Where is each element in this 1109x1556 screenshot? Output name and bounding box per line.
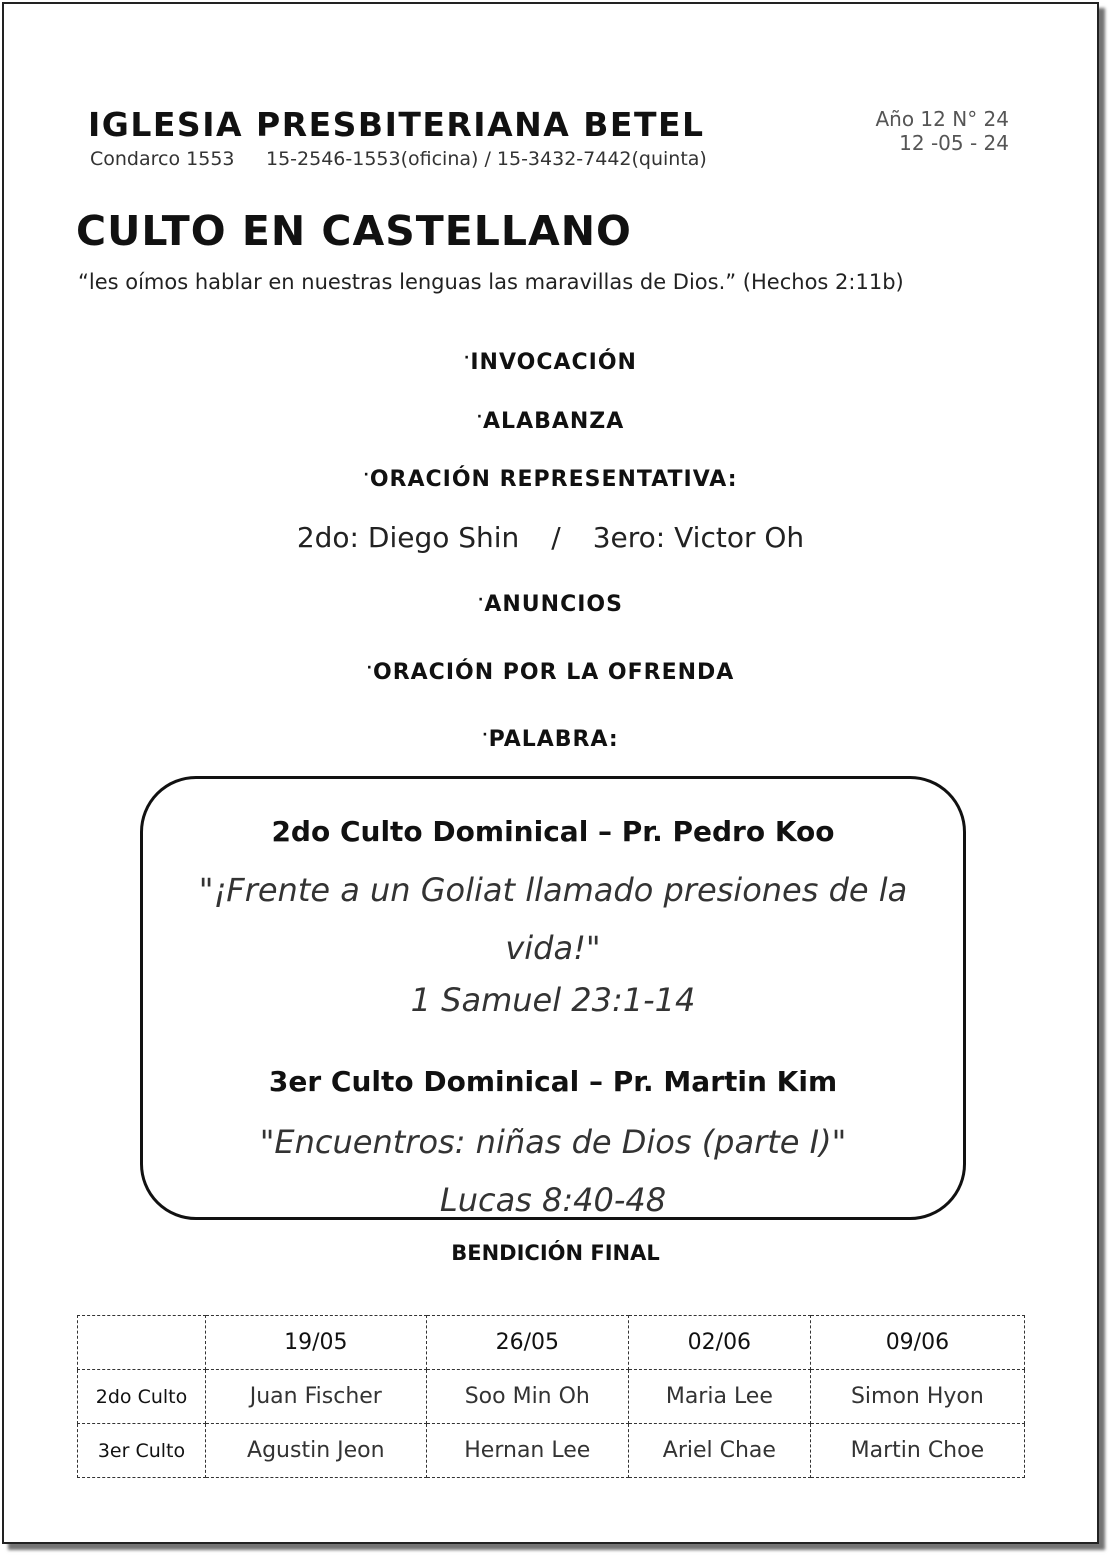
order-anuncios xyxy=(4,592,1097,617)
bullet: · xyxy=(464,350,471,366)
table-cell: Soo Min Oh xyxy=(426,1370,628,1424)
bullet: · xyxy=(482,727,489,743)
order-label: ORACIÓN POR LA OFRENDA xyxy=(373,660,735,685)
table-cell: Hernan Lee xyxy=(426,1424,628,1478)
page-title: CULTO EN CASTELLANO xyxy=(76,207,632,255)
sermon-box xyxy=(140,776,966,1220)
sermon-heading-3er: 3er Culto Dominical – Pr. Martin Kim xyxy=(268,1065,838,1098)
table-cell: Juan Fischer xyxy=(206,1370,427,1424)
sermon-reference-2do: 1 Samuel 23:1-14 xyxy=(410,981,696,1019)
bible-verse: “les oímos hablar en nuestras lenguas las maravillas de Dios.” (Hechos 2:11b) xyxy=(78,270,904,294)
church-phones: 15-2546-1553(oficina) / 15-3432-7442(quinta) xyxy=(266,148,707,170)
table-cell: Maria Lee xyxy=(628,1370,810,1424)
order-label: ORACIÓN REPRESENTATIVA: xyxy=(369,467,738,492)
date-header: 19/05 xyxy=(206,1316,427,1370)
issue-number: Año 12 N° 24 xyxy=(875,107,1009,131)
issue-info xyxy=(875,107,1009,155)
order-label: ANUNCIOS xyxy=(484,592,623,617)
row-label: 3er Culto xyxy=(78,1424,206,1478)
sermon-reference-3er: Lucas 8:40-48 xyxy=(439,1181,667,1219)
table-header-row xyxy=(78,1316,1025,1370)
table-row xyxy=(78,1424,1025,1478)
table-cell: Agustin Jeon xyxy=(206,1424,427,1478)
prayer-separator: / xyxy=(551,521,561,554)
order-oracion-ofrenda xyxy=(4,660,1097,685)
bullet: · xyxy=(476,409,484,425)
order-palabra xyxy=(4,727,1097,752)
bullet: · xyxy=(363,467,370,483)
order-invocacion xyxy=(4,350,1097,375)
issue-date: 12 -05 - 24 xyxy=(899,131,1009,155)
table-corner-cell xyxy=(78,1316,206,1370)
prayer-leaders xyxy=(4,521,1097,554)
sermon-title-3er: "Encuentros: niñas de Dios (parte I)" xyxy=(259,1123,847,1161)
bullet: · xyxy=(478,592,485,608)
schedule-table xyxy=(77,1315,1025,1478)
church-address: Condarco 1553 xyxy=(90,148,235,170)
order-bendicion: BENDICIÓN FINAL xyxy=(451,1241,660,1265)
church-name: IGLESIA PRESBITERIANA BETEL xyxy=(88,105,705,144)
table-cell: Martin Choe xyxy=(810,1424,1024,1478)
sermon-title-2do-line1: "¡Frente a un Goliat llamado presiones de la xyxy=(198,871,908,909)
order-label: PALABRA: xyxy=(488,727,619,752)
table-cell: Ariel Chae xyxy=(628,1424,810,1478)
bulletin-page xyxy=(2,2,1099,1544)
prayer-2do: 2do: Diego Shin xyxy=(296,521,520,554)
order-label: INVOCACIÓN xyxy=(470,350,637,375)
table-cell: Simon Hyon xyxy=(810,1370,1024,1424)
bullet: · xyxy=(366,660,373,676)
date-header: 02/06 xyxy=(628,1316,810,1370)
date-header: 09/06 xyxy=(810,1316,1024,1370)
order-oracion-representativa xyxy=(4,467,1097,492)
date-header: 26/05 xyxy=(426,1316,628,1370)
table-row xyxy=(78,1370,1025,1424)
sermon-heading-2do: 2do Culto Dominical – Pr. Pedro Koo xyxy=(271,815,835,848)
prayer-3ero: 3ero: Victor Oh xyxy=(592,521,805,554)
sermon-title-2do-line2: vida!" xyxy=(505,929,601,967)
order-alabanza xyxy=(4,409,1097,434)
row-label: 2do Culto xyxy=(78,1370,206,1424)
order-label: ALABANZA xyxy=(483,409,625,434)
